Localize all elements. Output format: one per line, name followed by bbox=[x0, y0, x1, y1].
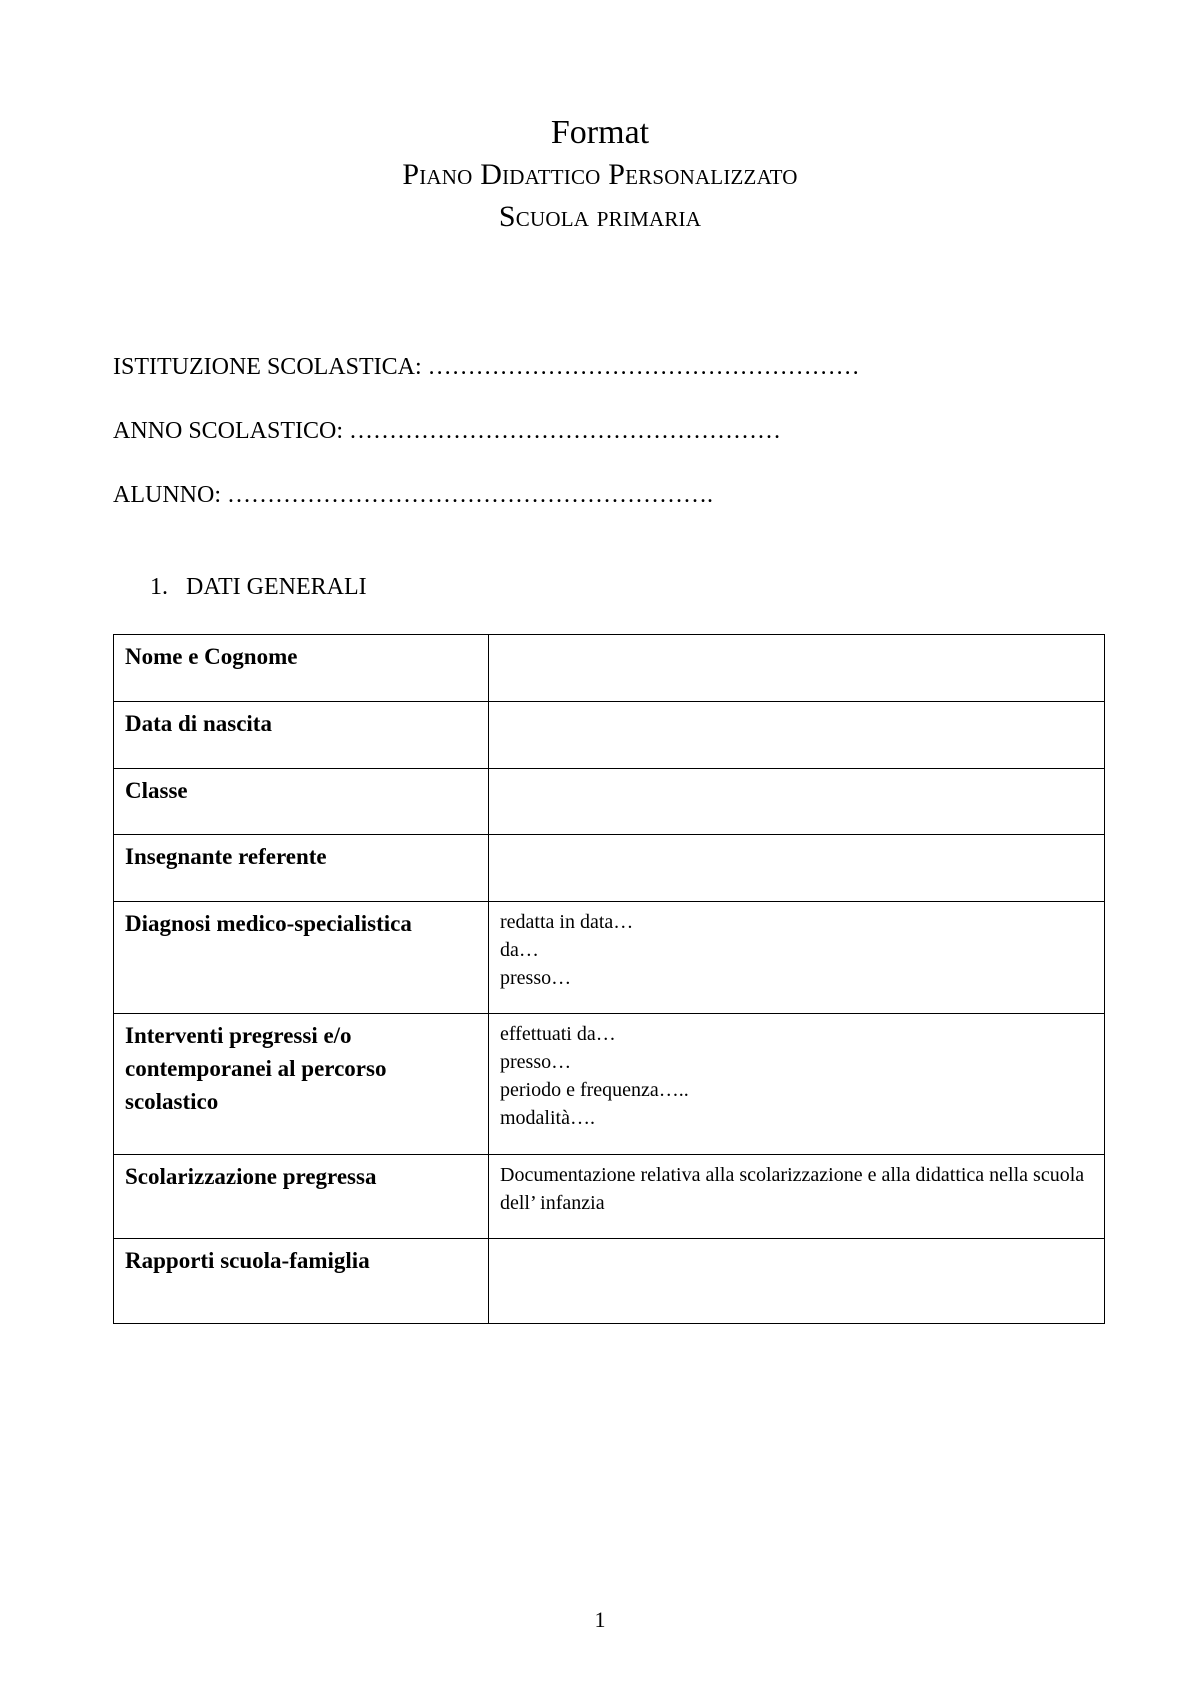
row-value bbox=[489, 835, 1105, 902]
value-line: Documentazione relativa alla scolarizzazione e alla didattica nella scuola dell’ infanzia bbox=[500, 1164, 1085, 1214]
row-label: Interventi pregressi e/o contemporanei al percorso scolastico bbox=[114, 1014, 489, 1155]
table-row bbox=[114, 835, 1105, 902]
table-row bbox=[114, 1239, 1105, 1324]
table-row bbox=[114, 769, 1105, 835]
section-title: DATI GENERALI bbox=[186, 574, 367, 600]
value-line: da… bbox=[500, 939, 539, 961]
row-label: Classe bbox=[114, 769, 489, 835]
row-label: Nome e Cognome bbox=[114, 635, 489, 702]
row-label: Diagnosi medico-specialistica bbox=[114, 902, 489, 1014]
section-number: 1. bbox=[150, 574, 168, 600]
table-row bbox=[114, 635, 1105, 702]
row-label: Data di nascita bbox=[114, 702, 489, 769]
page-number: 1 bbox=[594, 1607, 606, 1632]
istituzione-field: ISTITUZIONE SCOLASTICA: ……………………………………………… bbox=[113, 354, 860, 380]
document-subtitle-school: Scuola primaria bbox=[498, 200, 702, 233]
table-row bbox=[114, 702, 1105, 769]
row-value bbox=[489, 1155, 1105, 1239]
row-value bbox=[489, 1014, 1105, 1155]
value-line: periodo e frequenza….. bbox=[500, 1079, 689, 1101]
value-line: presso… bbox=[500, 1051, 572, 1073]
value-line: presso… bbox=[500, 967, 572, 989]
header-fields bbox=[113, 352, 1113, 544]
row-value bbox=[489, 769, 1105, 835]
value-line: modalità…. bbox=[500, 1107, 595, 1129]
anno-scolastico-field: ANNO SCOLASTICO: ……………………………………………… bbox=[113, 418, 782, 444]
row-label: Scolarizzazione pregressa bbox=[114, 1155, 489, 1239]
document-subtitle: Piano Didattico Personalizzato bbox=[402, 158, 798, 191]
value-line: redatta in data… bbox=[500, 911, 634, 933]
row-value bbox=[489, 702, 1105, 769]
alunno-field: ALUNNO: ……………………………………………………. bbox=[113, 482, 713, 508]
row-label: Insegnante referente bbox=[114, 835, 489, 902]
value-line: effettuati da… bbox=[500, 1023, 616, 1045]
table-row bbox=[114, 1014, 1105, 1155]
section-heading bbox=[150, 572, 367, 602]
row-value bbox=[489, 635, 1105, 702]
table-row bbox=[114, 902, 1105, 1014]
row-value bbox=[489, 902, 1105, 1014]
row-value bbox=[489, 1239, 1105, 1324]
dati-generali-table bbox=[113, 634, 1105, 1324]
document-title: Format bbox=[550, 114, 650, 151]
title-block bbox=[0, 112, 1200, 238]
row-label: Rapporti scuola-famiglia bbox=[114, 1239, 489, 1324]
table-row bbox=[114, 1155, 1105, 1239]
